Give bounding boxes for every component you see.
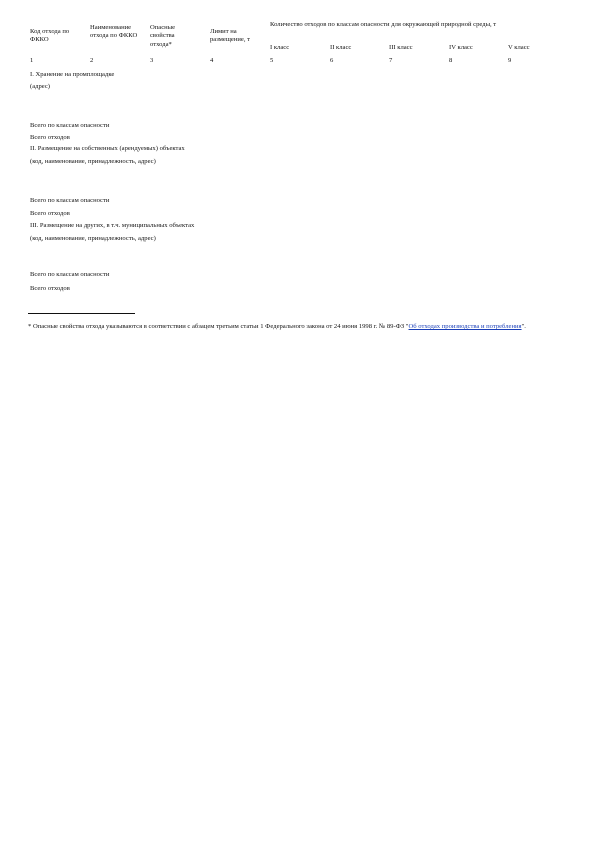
column-number: 7 [389,57,393,64]
footnote-text: * Опасные свойства отхода указываются в соответствии с абзацем третьим статьи 1 Федерального закона от 24 июня 1998 г. № 89-ФЗ " [28,323,409,330]
section-1-subtitle: (адрес) [30,83,50,90]
section-2-total-by-class: Всего по классам опасности [30,197,110,204]
header-hazard-properties: Опасные свойства отхода* [150,24,176,48]
column-number: 9 [508,57,512,64]
section-2-title: II. Размещение на собственных (арендуемых) объектах [30,145,185,152]
section-1-title: I. Хранение на промплощадке [30,71,115,78]
column-number: 8 [449,57,453,64]
section-3-title: III. Размещение на других, в т.ч. муниципальных объектах [30,222,195,229]
section-3-total-by-class: Всего по классам опасности [30,271,110,278]
footnote [28,322,568,332]
header-class-1: I класс [270,44,290,51]
header-class-3: III класс [389,44,413,51]
section-3-subtitle: (код, наименование, принадлежность, адрес) [30,235,156,242]
header-waste-name: Наименование отхода по ФККО [90,24,138,40]
header-quantity-by-class: Количество отходов по классам опасности для окружающей природной среды, т [270,21,497,28]
header-waste-code: Код отхода по ФККО [30,28,70,44]
column-number: 4 [210,57,214,64]
column-number: 2 [90,57,94,64]
footnote-law-link[interactable]: Об отходах производства и потребления [408,323,522,330]
section-1-total-by-class: Всего по классам опасности [30,122,110,129]
column-number: 6 [330,57,334,64]
column-number: 5 [270,57,274,64]
section-3-total-waste: Всего отходов [30,285,70,292]
header-limit: Лимит на размещение, т [210,28,251,44]
header-class-5: V класс [508,44,530,51]
column-number: 3 [150,57,154,64]
column-number: 1 [30,57,34,64]
section-1-total-waste: Всего отходов [30,134,70,141]
section-2-total-waste: Всего отходов [30,210,70,217]
footnote-separator [28,313,135,314]
section-2-subtitle: (код, наименование, принадлежность, адрес) [30,158,156,165]
header-class-2: II класс [330,44,352,51]
header-class-4: IV класс [449,44,473,51]
footnote-end: ". [521,323,526,330]
